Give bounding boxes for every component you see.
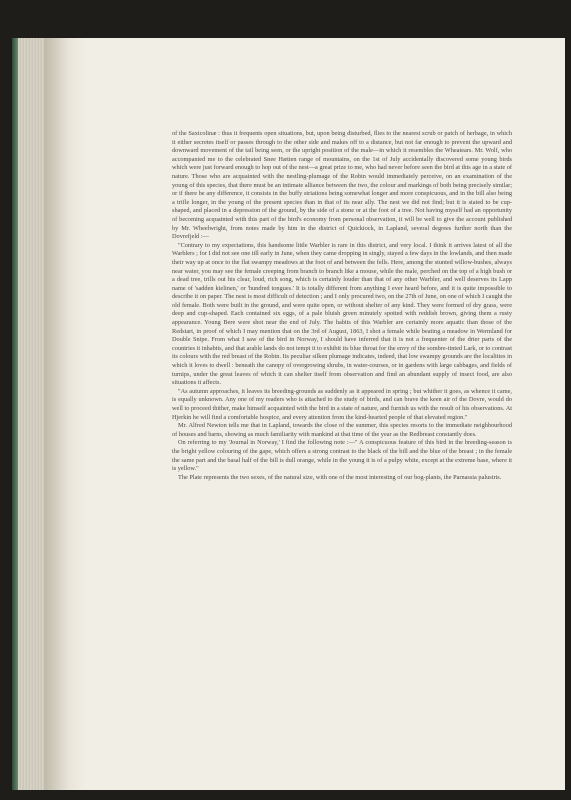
paragraph: On referring to my 'Journal in Norway,' I find the following note :—" A conspicuous feature of this bird in the breeding-season is the bright yellow colouring of the gape, which offers a strong contrast to the black of the bill and the blue of the breast ; in the female the same part and the basal half of the bill is dull orange, while in the young it is of a pulpy white, except at the extreme base, where it is yellow." [172,439,512,473]
paragraph: "Contrary to my expectations, this handsome little Warbler is rare in this district, and very local. I think it arrives latest of all the Warblers ; for I did not see one till early in June, when they came dropping in singly, stayed a few days in the lowlands, and then made their way up at once to the flat swampy meadows at the foot of and between the fells. Here, among the stunted willow-bushes, always near water, you may see the female creeping from branch to branch like a mouse, while the male, perched on the top of a high bush or a dead tree, trills out his clear, loud, rich song, which is certainly louder than that of any other Warbler, and well deserves its Lapp name of 'sadden kielinen,' or 'hundred tongues.' It is totally different from anything I ever heard before, and it is quite impossible to describe it on paper. The nest is most difficult of detection ; and I only procured two, on the 27th of June, on one of which I caught the old female. Both were built in the ground, and were quite open, or without shelter of any kind. They were formed of dry grass, were deep and cup-shaped. Each contained six eggs, of a pale bluish green minutely spotted with reddish brown, giving them a rusty appearance. Young Bere were shot near the end of July. The habits of this Warbler are certainly more aquatic than those of the Redstart, in proof of which I may mention that on the 3rd of August, 1863, I shot a female while beating a meadow in Wermland for Double Snipe. From what I saw of the bird in Norway, I should have inferred that it is not a frequenter of the drier parts of the countries it inhabits, and that arable lands do not tempt it to exhibit its blue throat for the envy of the sombre-tinted Lark, or to contrast its colours with the red breast of the Robin. Its peculiar silken plumage indicates, indeed, that low swampy grounds are the localities in which it loves to dwell : beneath the canopy of overgrowing shrubs, in water-courses, or in gardens with large cabbages, and fields of turnips, under the great leaves of which it can shelter itself from observation and find an abundant supply of insect food, are also situations it affects. [172,241,512,387]
book-page-edges [12,38,44,790]
paragraph: of the Saxicolinæ : thus it frequents open situations, but, upon being disturbed, flies to the nearest scrub or patch of herbage, in which it either secretes itself or passes through to the other side and makes off to a distance, but not far enough to prevent the upward and downward movement of the tail being seen, or the upright position of the male—in which it resembles the Wheatears. Mr. Wolf, who accompanied me to the celebrated Snee Hætten range of mountains, on the 1st of July accidentally discovered some young birds which were just forward enough to hop out of the nest—a great prize to me, who had never before seen the bird at this age in a state of nature. Those who are acquainted with the nestling-plumage of the Robin would immediately perceive, on an examination of the young of this species, that there must be an intimate alliance between the two, the colour and markings of both being precisely similar; or if there be any difference, it consists in the buffy striations being somewhat longer and more conspicuous, and in the bill also being a trifle longer, in the young of the present species than in that of its near ally. The nest we did not find; but it is stated to be cup-shaped, and placed in a depression of the ground, by the side of a stone or at the foot of a tree. Not having myself had an opportunity of becoming acquainted with this part of the bird's economy from personal observation, it will be well to give the account published by Mr. Wheelwright, from notes made by him in the district of Quickiock, in Lapland, several degrees further north than the Dovrefjeld :— [172,130,512,241]
body-text [172,130,512,482]
paragraph: Mr. Alfred Newton tells me that in Lapland, towards the close of the summer, this species resorts to the immediate neighbourhood of houses and barns, showing as much familiarity with mankind at that time of the year as the Redbreast constantly does. [172,422,512,438]
paragraph: "As autumn approaches, it leaves its breeding-grounds as suddenly as it appeared in spring ; but whither it goes, as whence it came, is equally unknown. Any one of my readers who is attached to the study of birds, and can brave the keen air of the Dovre, would do well to proceed thither, make himself acquainted with the bird in a state of nature, and furnish us with the result of his observations. At Hjerkin he will find a comfortable hospice, and every attention from the kind-hearted people of that elevated region." [172,387,512,421]
page-gutter [44,38,86,790]
paragraph: The Plate represents the two sexes, of the natural size, with one of the most interesting of our bog-plants, the Parnassia palustris. [178,473,502,481]
